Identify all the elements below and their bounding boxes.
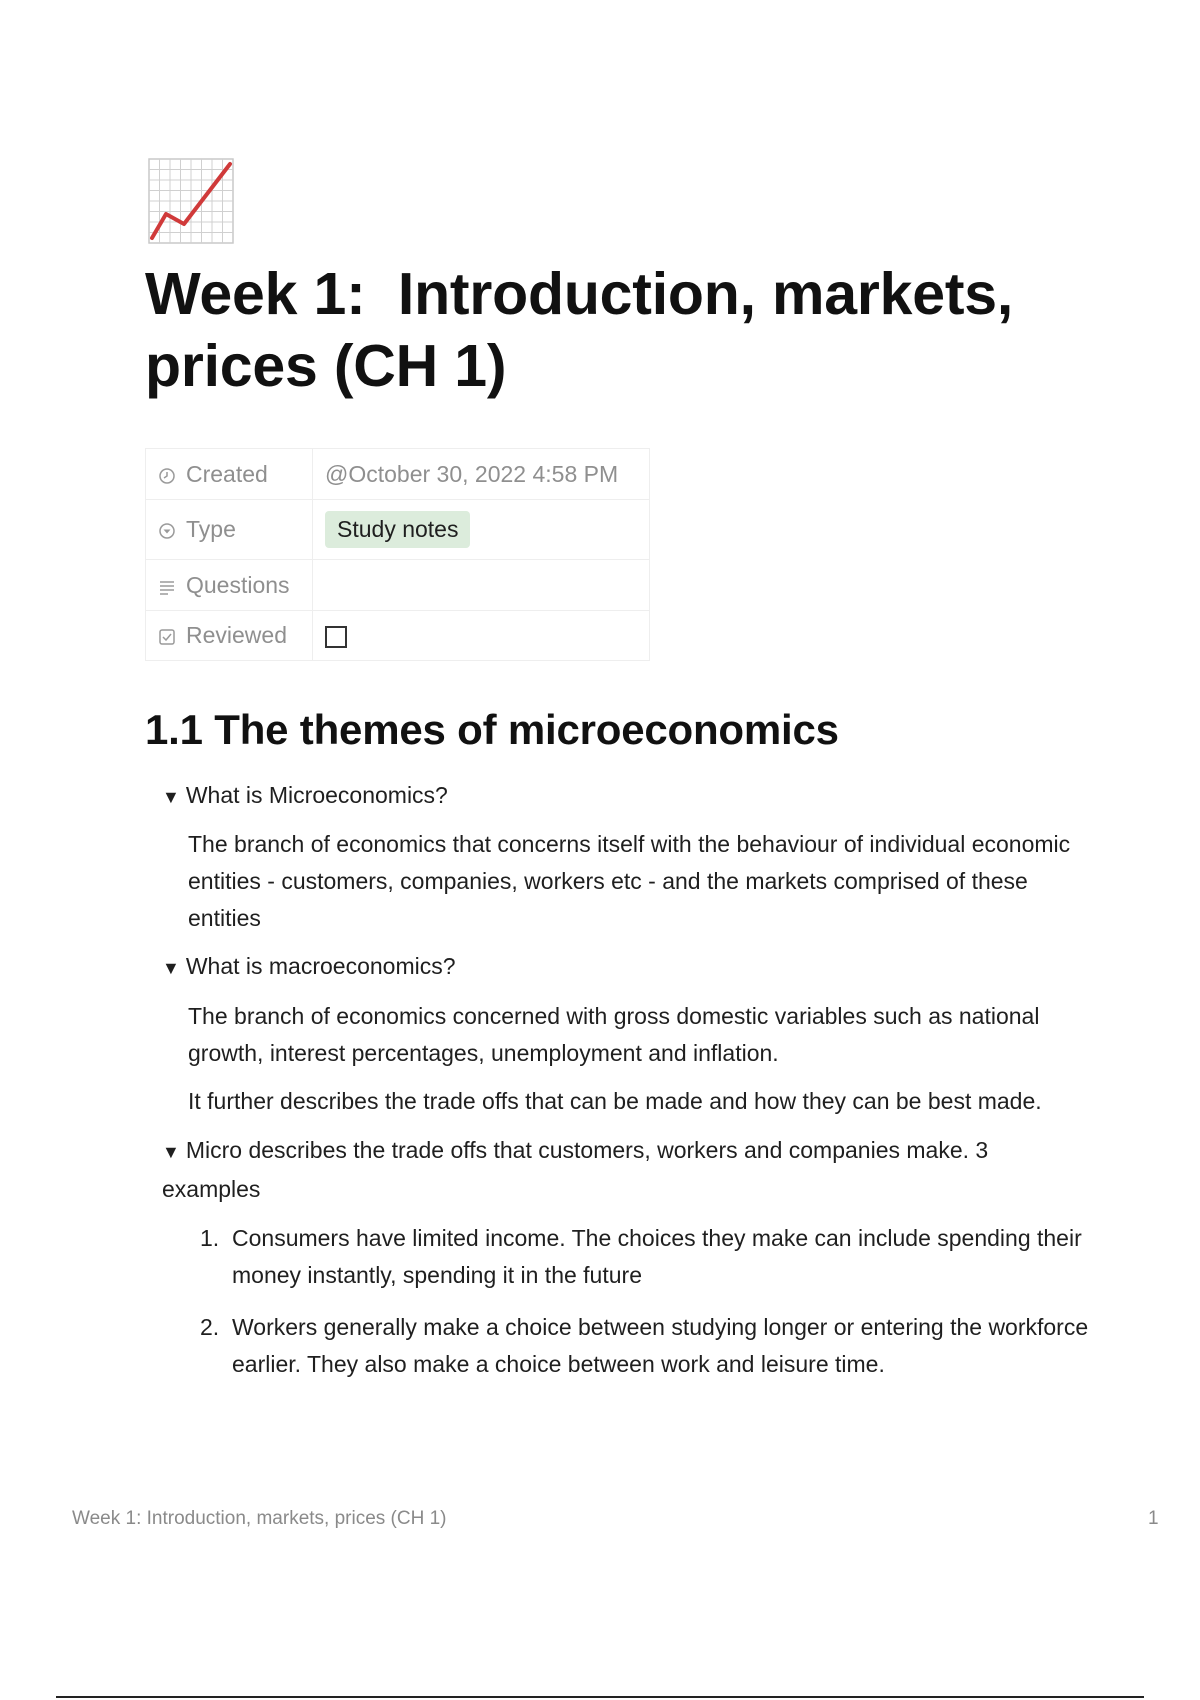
chart-increasing-icon [148, 158, 234, 244]
toggle-triangle-icon[interactable]: ▼ [162, 1142, 180, 1162]
select-icon [158, 522, 176, 540]
property-row-reviewed [146, 611, 650, 661]
properties-table [145, 448, 650, 661]
type-tag[interactable]: Study notes [325, 511, 470, 548]
property-row-created [146, 449, 650, 500]
page-title: Week 1: Introduction, markets, prices (CH 1) [145, 261, 1030, 399]
footer-title: Week 1: Introduction, markets, prices (CH 1) [72, 1508, 447, 1529]
toggle-micro-tradeoffs[interactable]: ▼ Micro describes the trade offs that customers, workers and companies make. 3 examples [162, 1132, 1042, 1208]
created-value[interactable]: @October 30, 2022 4:58 PM [313, 449, 650, 500]
toggle-macroeconomics[interactable]: ▼ What is macroeconomics? [162, 948, 456, 987]
questions-value[interactable] [313, 560, 650, 611]
list-text: Consumers have limited income. The choices they make can include spending their money instantly, spending it in the future [232, 1225, 1082, 1288]
clock-icon [158, 467, 176, 485]
footer-page-number: 1 [1148, 1508, 1159, 1529]
reviewed-value [313, 611, 650, 661]
text-lines-icon [158, 578, 176, 596]
reviewed-checkbox[interactable] [325, 626, 347, 648]
property-key: Type [146, 500, 313, 560]
toggle-triangle-icon[interactable]: ▼ [162, 787, 180, 807]
property-row-questions [146, 560, 650, 611]
property-key: Questions [146, 560, 313, 611]
property-key: Reviewed [146, 611, 313, 661]
toggle-body-paragraph: It further describes the trade offs that can be made and how they can be best made. [188, 1088, 1042, 1114]
bottom-divider [56, 1696, 1144, 1698]
type-value[interactable] [313, 500, 650, 560]
property-row-type [146, 500, 650, 560]
section-heading: 1.1 The themes of microeconomics [145, 706, 839, 753]
list-text: Workers generally make a choice between studying longer or entering the workforce earlier. They also make a choice between work and leisure time. [232, 1314, 1089, 1377]
toggle-body-paragraph: The branch of economics concerned with gross domestic variables such as national growth, interest percentages, unemployment and inflation. [188, 1003, 1040, 1066]
checkbox-icon [158, 628, 176, 646]
property-key: Created [146, 449, 313, 500]
toggle-body-paragraph: The branch of economics that concerns itself with the behaviour of individual economic entities - customers, companies, workers etc - and the markets comprised of these entities [188, 831, 1071, 931]
list-number: 2. [200, 1314, 220, 1340]
toggle-triangle-icon[interactable]: ▼ [162, 958, 180, 978]
list-number: 1. [200, 1225, 220, 1251]
toggle-microeconomics[interactable]: ▼ What is Microeconomics? [162, 777, 448, 816]
